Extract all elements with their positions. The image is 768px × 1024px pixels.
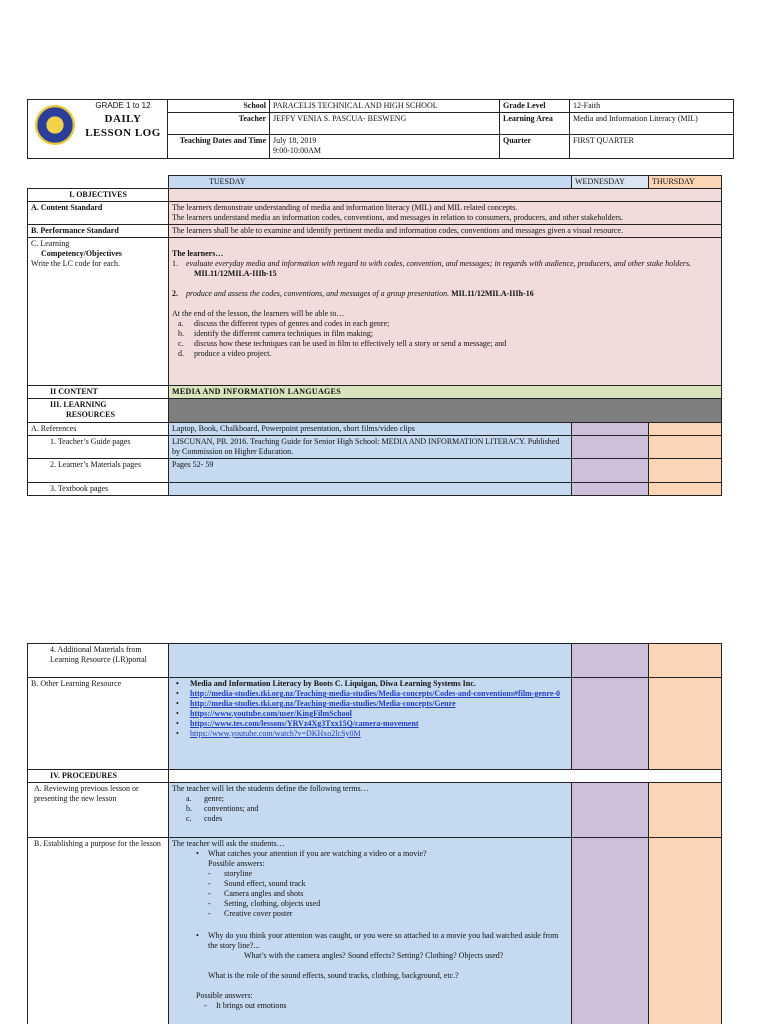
day-thursday: THURSDAY (649, 176, 722, 189)
references-label: A. References (28, 423, 169, 436)
resource-link[interactable]: • https://www.youtube.com/user/KingFilmSchool (172, 709, 568, 719)
purpose-text (169, 838, 572, 1024)
content-standard-label: A. Content Standard (28, 202, 169, 225)
end-lesson-list (172, 319, 718, 359)
performance-standard-text: The learners shall be able to examine and identify pertinent media and information codes, conventions and messages given a visual resource. (169, 225, 722, 238)
other-resource-label: B. Other Learning Resource (28, 678, 169, 770)
lc1-code: MIL11/12MILA-IIIh-15 (194, 269, 277, 278)
list-item: a. genre; (186, 794, 224, 803)
learners-intro: The learners… (172, 249, 224, 258)
lc2-code: MIL11/12MILA-IIIh-16 (451, 289, 534, 298)
purpose-q2: • Why do you think your attention was caught, or you were so attached to a movie you had watched aside from the story line?... (196, 931, 559, 950)
school-label: School (168, 100, 270, 113)
purpose-q2b: What’s with the camera angles? Sound effects? Setting? Clothing? Objects used? (244, 951, 504, 960)
school-value: PARACELIS TECHNICAL AND HIGH SCHOOL (270, 100, 500, 113)
reviewing-text (169, 783, 572, 838)
learning-area-label: Learning Area (500, 113, 570, 135)
day-tuesday: TUESDAY (169, 176, 572, 189)
dates-label: Teaching Dates and Time (168, 135, 270, 159)
title-daily: DAILY (104, 113, 142, 125)
reviewing-label: A. Reviewing previous lesson or presenting the new lesson (28, 783, 169, 838)
day-wednesday: WEDNESDAY (572, 176, 649, 189)
lc2-text: produce and assess the codes, conventions, and messages of a group presentation. (186, 289, 450, 298)
resource-link[interactable]: • https://www.youtube.com/watch?v=DKHxo2lcSy0M (172, 729, 568, 739)
performance-standard-label: B. Performance Standard (28, 225, 169, 238)
teacher-value: JEFFY VENIA S. PASCUA- BESWENG (270, 113, 500, 135)
lc1-text: evaluate everyday media and information with regard to with codes, convention, and messages; in regards with audience, producers, and other stake holders. (186, 259, 692, 268)
possible-answers-label-2: Possible answers: (196, 991, 253, 1000)
other-resource-list (169, 678, 572, 770)
lc1-item: 1. evaluate everyday media and information with regard to with codes, convention, and messages; in regards with audience, producers, and other stake holders. (172, 259, 692, 268)
resource-link[interactable]: • https://www.tes.com/lessons/YRVz4Xg3Txx15Q/camera-movement (172, 719, 568, 729)
list-item: c. codes (186, 814, 223, 823)
end-lesson-intro: At the end of the lesson, the learners will be able to… (172, 309, 345, 318)
list-item: - Creative cover poster (208, 909, 293, 918)
list-item: d. produce a video project. (178, 349, 272, 358)
grade-level-label: Grade Level (500, 100, 570, 113)
resources-heading-1: III. LEARNING (50, 400, 107, 409)
lesson-table-page1 (27, 175, 722, 496)
header-brand (28, 100, 168, 159)
date-value: July 18, 2019 (273, 136, 317, 145)
quarter-label: Quarter (500, 135, 570, 159)
grade-range: GRADE 1 to 12 (95, 101, 151, 110)
content-standard-line2: The learners understand media an information codes, conventions, and messages in relation to consumers, producers, and other stakeholders. (172, 213, 623, 222)
resources-heading (28, 399, 169, 423)
purpose-q1: • What catches your attention if you are watching a video or a movie? (196, 849, 427, 858)
teachers-guide-label: 1. Teacher’s Guide pages (28, 436, 169, 459)
learning-area-value: Media and Information Literacy (MIL) (570, 113, 734, 135)
additional-materials-label: 4. Additional Materials from Learning Resource (LR)portal (28, 644, 169, 678)
teachers-guide-value: LISCUNAN, PB. 2016. Teaching Guide for Senior High School: MEDIA AND INFORMATION LITERACY. Published by Commission on Higher Education. (169, 436, 572, 459)
list-item: b. conventions; and (186, 804, 259, 813)
learners-materials-value: Pages 52- 59 (169, 459, 572, 483)
competency-label-2: Competency/Objectives (41, 249, 122, 258)
time-value: 9:00-10:00AM (273, 146, 321, 155)
procedures-heading: IV. PROCEDURES (28, 770, 169, 783)
purpose-label: B. Establishing a purpose for the lesson (28, 838, 169, 1024)
resource-link[interactable]: • http://media-studies.tki.org.nz/Teaching-media-studies/Media-concepts/Genre (172, 699, 568, 709)
purpose-q3: What is the role of the sound effects, sound tracks, clothing, background, etc.? (208, 971, 459, 980)
references-value: Laptop, Book, Chalkboard, Powerpoint presentation, short films/video clips (169, 423, 572, 436)
resources-heading-2: RESOURCES (66, 410, 115, 419)
list-item: - Setting, clothing, objects used (208, 899, 321, 908)
purpose-intro: The teacher will ask the students… (172, 839, 285, 848)
learners-materials-label: 2. Learner’s Materials pages (28, 459, 169, 483)
dates-value (270, 135, 500, 159)
lc2-item: 2. produce and assess the codes, conventions, and messages of a group presentation. MIL11/12MILA-IIIh-16 (172, 289, 534, 298)
lesson-table-page2 (27, 643, 722, 1024)
competency-text (169, 238, 722, 386)
content-heading: II CONTENT (28, 386, 169, 399)
list-item: b. identify the different camera techniques in film making; (178, 329, 374, 338)
competency-label (28, 238, 169, 386)
content-standard-text (169, 202, 722, 225)
reviewing-intro: The teacher will let the students define the following terms… (172, 784, 369, 793)
title-lesson-log: LESSON LOG (85, 127, 161, 139)
list-item: • Media and Information Literacy by Boots C. Liquigan, Diwa Learning Systems Inc. (172, 679, 568, 689)
grade-level-value: 12-Faith (570, 100, 734, 113)
quarter-value: FIRST QUARTER (570, 135, 734, 159)
list-item: - It brings out emotions (204, 1001, 287, 1010)
deped-seal-icon (35, 105, 75, 145)
list-item: - storyline (208, 869, 252, 878)
textbook-label: 3. Textbook pages (28, 483, 169, 496)
objectives-heading: I. OBJECTIVES (28, 189, 169, 202)
content-standard-line1: The learners demonstrate understanding of media and information literacy (MIL) and MIL related concepts. (172, 203, 518, 212)
list-item: a. discuss the different types of genres and codes in each genre; (178, 319, 390, 328)
list-item: - Camera angles and shots (208, 889, 304, 898)
header-table (27, 99, 734, 159)
resource-link[interactable]: • http://media-studies.tki.org.nz/Teaching-media-studies/Media-concepts/Codes-and-conventions#film-genre-0 (172, 689, 568, 699)
list-item: - Sound effect, sound track (208, 879, 306, 888)
content-value: MEDIA AND INFORMATION LANGUAGES (169, 386, 722, 399)
possible-answers-label: Possible answers: (208, 859, 265, 868)
competency-label-1: C. Learning (31, 239, 70, 248)
list-item: c. discuss how these techniques can be used in film to effectively tell a story or send a message; and (178, 339, 507, 348)
teacher-label: Teacher (168, 113, 270, 135)
competency-label-3: Write the LC code for each. (31, 259, 120, 268)
